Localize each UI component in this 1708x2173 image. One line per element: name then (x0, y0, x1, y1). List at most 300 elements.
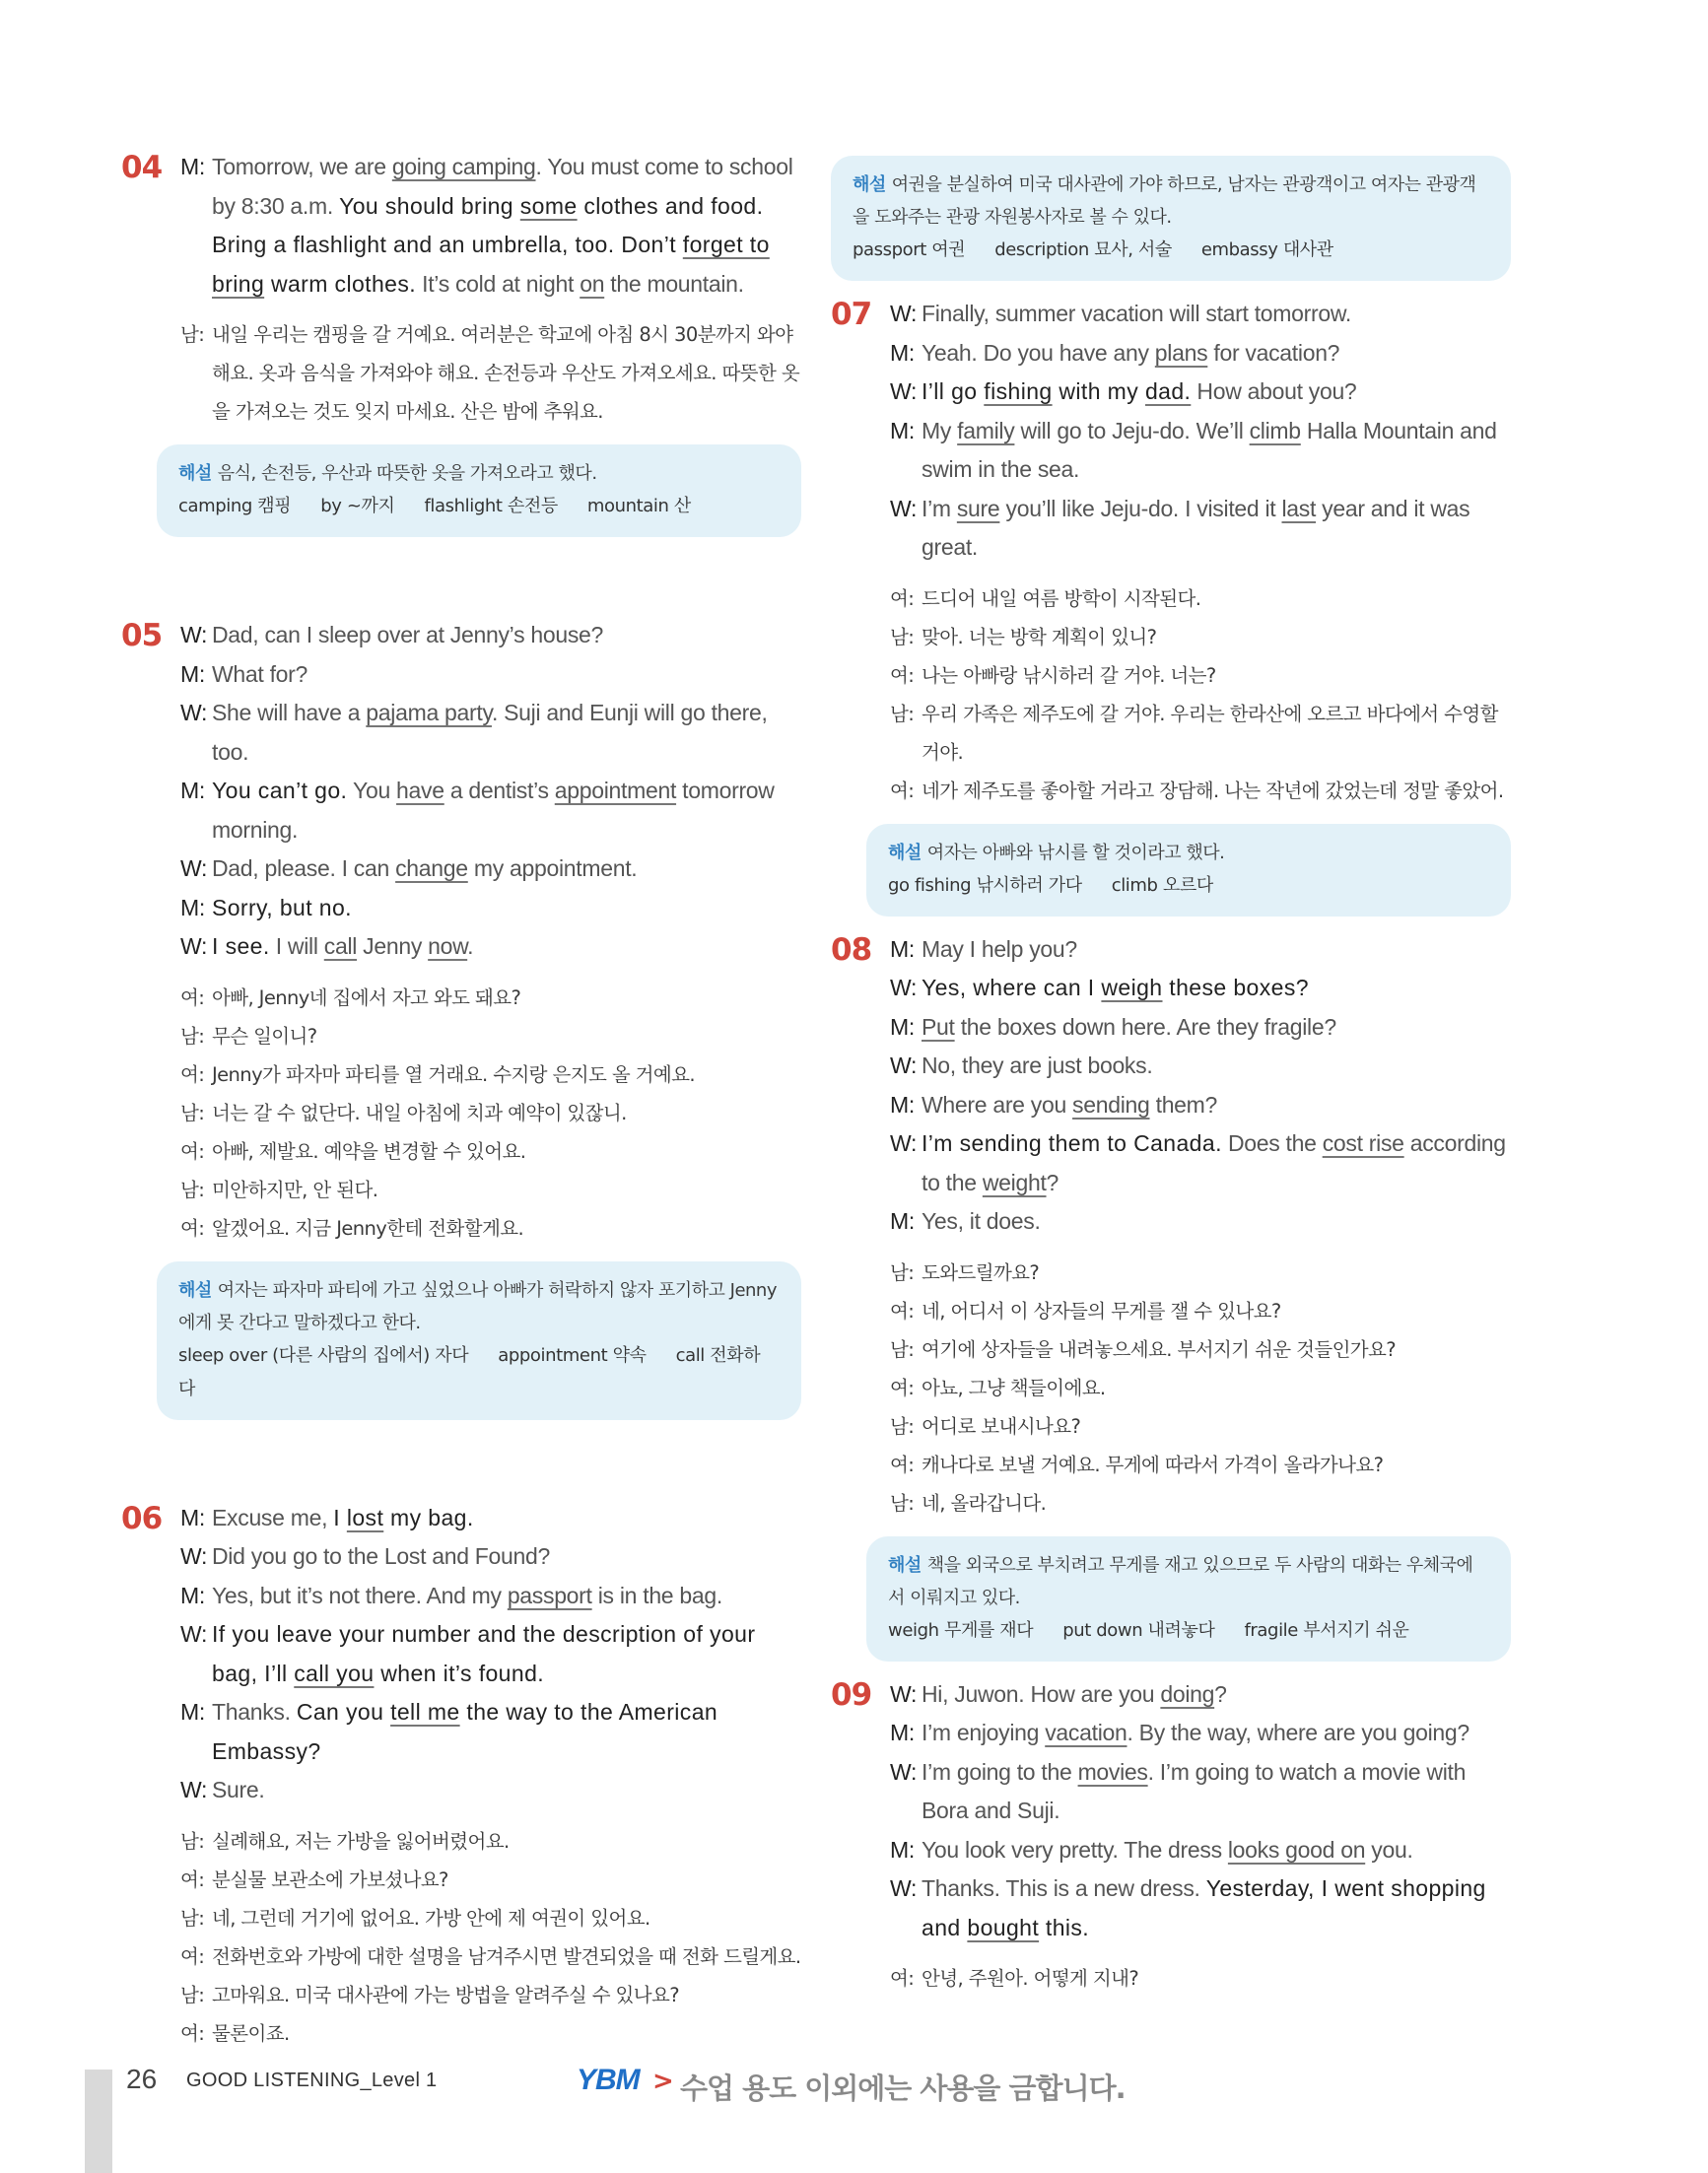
translation-line (180, 1976, 801, 2014)
speaker-label: M: (890, 935, 915, 962)
speaker-label: M: (890, 1836, 915, 1863)
underlined-blank: fishing (984, 378, 1053, 404)
translation-speaker: 여: (890, 779, 915, 802)
dialogue-text: I’m (922, 495, 957, 521)
underlined-blank: sending (1072, 1091, 1150, 1118)
speaker-label: W: (180, 855, 208, 881)
translation-text: 실례해요, 저는 가방을 잃어버렸어요. (212, 1829, 510, 1853)
speaker-label: W: (890, 1680, 918, 1707)
speaker-label: M: (890, 1208, 915, 1234)
translation-speaker: 남: (890, 625, 915, 648)
dialogue-line (890, 1124, 1511, 1202)
vocabulary-list (178, 490, 780, 523)
dialogue-line (180, 927, 801, 967)
dialogue-line (890, 1008, 1511, 1048)
vocabulary-item: weigh 무게를 재다 (888, 1619, 1034, 1641)
underlined-blank: movies (1077, 1758, 1148, 1785)
vocabulary-item: mountain 산 (586, 496, 691, 516)
explanation-text (888, 837, 1489, 869)
dialogue-line (890, 412, 1511, 490)
dialogue-line (180, 1499, 801, 1538)
dialogue-text: . Suji and Eunji will go there, too. (212, 700, 768, 765)
explanation-text (178, 457, 780, 490)
underlined-blank: some (519, 192, 578, 219)
translation-text: 너는 갈 수 없단다. 내일 아침에 치과 예약이 있잖니. (212, 1101, 627, 1124)
dialogue-text: for vacation? (1207, 339, 1340, 366)
translation-text: Jenny가 파자마 파티를 열 거래요. 수지랑 은지도 올 거예요. (212, 1062, 695, 1086)
translation-text: 고마워요. 미국 대사관에 가는 방법을 알려주실 수 있나요? (212, 1983, 679, 2006)
page-number: 26 (126, 2064, 158, 2094)
explanation-text (178, 1274, 780, 1339)
dialogue-text: You should bring (339, 192, 520, 219)
dialogue-line (890, 1869, 1511, 1947)
underlined-blank: bought (967, 1914, 1040, 1940)
speaker-label: M: (180, 154, 205, 179)
translation-line (180, 1094, 801, 1132)
explanation-label: 해설 (888, 1554, 922, 1576)
usage-notice: 수업 용도 이외에는 사용을 금합니다. (680, 2071, 1126, 2105)
explanation-box (157, 444, 801, 537)
underlined-blank: cost rise (1322, 1130, 1404, 1156)
dialogue-text: I’m going to the (922, 1758, 1078, 1785)
dialogue-line (180, 1771, 801, 1810)
question-08 (831, 930, 1511, 1662)
translation-text: 분실물 보관소에 가보셨나요? (212, 1867, 448, 1891)
translation-speaker: 여: (180, 1062, 205, 1086)
translation-text: 네, 올라갑니다. (922, 1491, 1047, 1515)
dialogue-text: My (922, 417, 958, 443)
underlined-blank: Put (922, 1013, 955, 1040)
korean-translation (890, 1959, 1511, 1998)
dialogue-line (890, 295, 1511, 334)
translation-line (890, 695, 1511, 772)
translation-text: 무슨 일이니? (212, 1024, 317, 1048)
dialogue-text: warm clothes. (264, 270, 417, 297)
translation-line (890, 1446, 1511, 1484)
explanation-text (853, 169, 1489, 234)
explanation-box (866, 824, 1511, 917)
dialogue-text: the mountain. (604, 270, 744, 297)
question-number: 06 (121, 1500, 163, 1536)
translation-text: 아뇨, 그냥 책들이에요. (922, 1376, 1106, 1399)
translation-speaker: 남: (180, 1906, 205, 1930)
dialogue-text: the boxes down here. Are they fragile? (954, 1013, 1336, 1040)
translation-speaker: 여: (890, 1299, 915, 1323)
speaker-label: M: (180, 778, 205, 803)
korean-translation (890, 1254, 1511, 1523)
dialogue-text: Halla Mountain and swim in the sea. (922, 417, 1497, 482)
question-09 (831, 1675, 1511, 1999)
underlined-blank: forget to bring (212, 232, 770, 297)
dialogue-text: Dad, please. I can (212, 855, 396, 881)
dialogue-line (890, 334, 1511, 373)
question-number: 07 (831, 297, 872, 332)
explanation-label: 해설 (178, 1279, 212, 1301)
vocabulary-item: camping 캠핑 (178, 496, 292, 516)
translation-speaker: 남: (890, 1337, 915, 1361)
dialogue-line (890, 969, 1511, 1008)
speaker-label: M: (890, 1720, 915, 1745)
left-column (121, 148, 801, 2132)
dialogue-line (890, 490, 1511, 568)
underlined-blank: weight (982, 1169, 1047, 1195)
translation-speaker: 남: (180, 323, 205, 346)
korean-translation (180, 1822, 801, 2053)
translation-speaker: 남: (890, 1491, 915, 1515)
dialogue-line (180, 1693, 801, 1771)
underlined-blank: dad. (1144, 378, 1192, 404)
question-06 (121, 1499, 801, 2053)
translation-line (180, 1055, 801, 1094)
vocabulary-list (853, 234, 1489, 267)
dialogue-line (180, 772, 801, 849)
dialogue-script (890, 295, 1511, 568)
translation-line (890, 1407, 1511, 1446)
speaker-label: M: (890, 339, 915, 366)
translation-text: 도와드릴까요? (922, 1260, 1040, 1284)
explanation-label: 해설 (853, 174, 886, 195)
dialogue-line (180, 655, 801, 695)
translation-text: 맞아. 너는 방학 계획이 있니? (922, 625, 1157, 648)
speaker-label: W: (890, 378, 918, 404)
vocabulary-item: by ~까지 (320, 496, 395, 516)
speaker-label: M: (180, 1582, 205, 1608)
dialogue-text: I will (269, 933, 324, 959)
translation-text: 미안하지만, 안 된다. (212, 1178, 378, 1201)
translation-text: 어디로 보내시나요? (922, 1414, 1081, 1438)
underlined-blank: on (580, 270, 605, 297)
vocabulary-item: climb 오르다 (1111, 874, 1213, 896)
dialogue-text: You can’t go. (212, 778, 348, 803)
translation-speaker: 여: (890, 1453, 915, 1476)
translation-speaker: 남: (890, 1260, 915, 1284)
dialogue-text: Did you go to the Lost and Found? (212, 1543, 551, 1569)
underlined-blank: call (323, 933, 358, 959)
dialogue-script (890, 930, 1511, 1242)
speaker-label: W: (180, 1777, 208, 1802)
underlined-blank: tell me (390, 1699, 460, 1725)
speaker-label: M: (180, 894, 205, 920)
speaker-label: W: (890, 495, 918, 521)
speaker-label: W: (180, 1621, 208, 1647)
dialogue-text: this. (1039, 1914, 1090, 1940)
dialogue-line (180, 148, 801, 304)
dialogue-text: Hi, Juwon. How are you (922, 1680, 1161, 1707)
underlined-blank: change (395, 855, 468, 881)
dialogue-text: I’ll go (922, 378, 985, 404)
translation-text: 우리 가족은 제주도에 갈 거야. 우리는 한라산에 오르고 바다에서 수영할 거야. (922, 702, 1498, 764)
dialogue-line (180, 849, 801, 889)
translation-line (180, 1209, 801, 1248)
dialogue-text: Does the (1221, 1130, 1323, 1156)
dialogue-script (180, 148, 801, 304)
dialogue-text: You look very pretty. The dress (922, 1836, 1228, 1863)
translation-speaker: 여: (890, 663, 915, 687)
dialogue-text: these boxes? (1162, 975, 1309, 1000)
speaker-label: W: (180, 622, 208, 647)
speaker-label: W: (890, 1130, 918, 1156)
speaker-label: M: (180, 660, 205, 687)
vocabulary-item: passport 여권 (853, 239, 966, 260)
underlined-blank: looks good on (1227, 1836, 1366, 1863)
underlined-blank: vacation (1045, 1720, 1127, 1745)
underlined-blank: have (396, 778, 444, 803)
question-number: 08 (831, 931, 872, 968)
dialogue-text: No, they are just books. (922, 1053, 1153, 1078)
dialogue-line (180, 1537, 801, 1577)
translation-text: 아빠, 제발요. 예약을 변경할 수 있어요. (212, 1139, 526, 1163)
translation-speaker: 남: (180, 1024, 205, 1048)
underlined-blank: call you (294, 1660, 375, 1686)
dialogue-text: ? (1214, 1680, 1227, 1707)
dialogue-text: . (467, 933, 474, 959)
question-06-note (831, 156, 1511, 281)
vocabulary-item: sleep over (다른 사람의 집에서) 자다 (178, 1344, 469, 1366)
dialogue-text: you’ll like Jeju-do. I visited it (999, 495, 1282, 521)
dialogue-text: Yeah. Do you have any (922, 339, 1155, 366)
translation-speaker: 여: (180, 1139, 205, 1163)
speaker-label: W: (180, 1543, 208, 1569)
translation-text: 전화번호와 가방에 대한 설명을 남겨주시면 발견되었을 때 전화 드릴게요. (212, 1944, 801, 1968)
speaker-label: M: (890, 1013, 915, 1040)
dialogue-text: Where are you (922, 1091, 1073, 1118)
dialogue-script (890, 1675, 1511, 1948)
footer-side-bar (85, 2070, 112, 2173)
underlined-blank: climb (1249, 417, 1301, 443)
translation-line (890, 618, 1511, 656)
translation-text: 캐나다로 보낼 거예요. 무게에 따라서 가격이 올라가나요? (922, 1453, 1384, 1476)
dialogue-line (890, 1714, 1511, 1753)
underlined-blank: going camping (391, 154, 536, 179)
translation-text: 네, 그런데 거기에 없어요. 가방 안에 제 여권이 있어요. (212, 1906, 650, 1930)
explanation-box (866, 1536, 1511, 1662)
translation-speaker: 여: (890, 1376, 915, 1399)
dialogue-line (890, 1202, 1511, 1242)
speaker-label: W: (890, 301, 918, 326)
dialogue-line (890, 1831, 1511, 1870)
speaker-label: W: (890, 975, 918, 1000)
dialogue-script (180, 1499, 801, 1810)
dialogue-text: Yesterday, I went shopping and (922, 1875, 1486, 1940)
vocabulary-item: description 묘사, 서술 (994, 239, 1172, 260)
translation-speaker: 여: (890, 586, 915, 610)
dialogue-line (890, 930, 1511, 970)
translation-speaker: 남: (180, 1178, 205, 1201)
translation-line (180, 979, 801, 1017)
dialogue-text: tomorrow morning. (212, 778, 775, 843)
translation-line (180, 1861, 801, 1899)
korean-translation (890, 579, 1511, 810)
vocabulary-item: embassy 대사관 (1200, 239, 1333, 260)
speaker-label: W: (180, 700, 208, 725)
book-title: GOOD LISTENING_Level 1 (186, 2070, 438, 2091)
underlined-blank: pajama party (366, 700, 492, 725)
translation-speaker: 남: (890, 702, 915, 725)
translation-line (180, 2014, 801, 2053)
right-column (831, 156, 1511, 2011)
dialogue-line (180, 1615, 801, 1693)
translation-speaker: 여: (180, 1216, 205, 1240)
dialogue-line (180, 616, 801, 655)
vocabulary-item: flashlight 손전등 (424, 496, 558, 516)
speaker-label: M: (180, 1504, 205, 1530)
dialogue-text: Sure. (212, 1777, 265, 1802)
translation-text: 네가 제주도를 좋아할 거라고 장담해. 나는 작년에 갔었는데 정말 좋았어. (922, 779, 1504, 802)
underlined-blank: plans (1154, 339, 1208, 366)
dialogue-text: Yes, but it’s not there. And my (212, 1582, 508, 1608)
translation-speaker: 여: (890, 1967, 915, 1990)
question-number: 04 (121, 150, 163, 185)
dialogue-text: will go to Jeju-do. We’ll (1014, 417, 1250, 443)
dialogue-script (180, 616, 801, 967)
question-04 (121, 148, 801, 537)
translation-text: 네, 어디서 이 상자들의 무게를 잴 수 있나요? (922, 1299, 1281, 1323)
underlined-blank: last (1281, 495, 1317, 521)
translation-line (180, 1017, 801, 1055)
translation-line (180, 1937, 801, 1976)
vocabulary-item: put down 내려놓다 (1062, 1619, 1215, 1641)
underlined-blank: lost (346, 1504, 384, 1530)
dialogue-text: You (347, 778, 397, 803)
dialogue-text: How about you? (1191, 378, 1357, 404)
explanation-box (831, 156, 1511, 281)
speaker-label: M: (890, 1091, 915, 1118)
translation-line (890, 656, 1511, 695)
dialogue-text: Thanks. (212, 1699, 297, 1725)
dialogue-text: What for? (212, 660, 308, 687)
underlined-blank: now (428, 933, 468, 959)
translation-text: 내일 우리는 캠핑을 갈 거예요. 여러분은 학교에 아침 8시 30분까지 와야 해요. 옷과 음식을 가져와야 해요. 손전등과 우산도 가져오세요. 따뜻한 옷을 가져오는 것도 잊지 마세요. 산은 밤에 추워요. (212, 323, 800, 423)
dialogue-text: I (333, 1504, 347, 1530)
translation-text: 드디어 내일 여름 방학이 시작된다. (922, 586, 1201, 610)
speaker-label: W: (890, 1758, 918, 1785)
translation-line (890, 1292, 1511, 1330)
translation-speaker: 여: (180, 2021, 205, 2045)
dialogue-text: Yes, it does. (922, 1208, 1041, 1234)
dialogue-text: according to the (922, 1130, 1506, 1195)
dialogue-text: Thanks. This is a new dress. (922, 1875, 1206, 1901)
dialogue-line (890, 1675, 1511, 1715)
dialogue-text: Sorry, but no. (212, 894, 352, 920)
translation-text: 알겠어요. 지금 Jenny한테 전화할게요. (212, 1216, 524, 1240)
dialogue-text: a dentist’s (444, 778, 555, 803)
translation-line (890, 1484, 1511, 1523)
korean-translation (180, 315, 801, 431)
dialogue-text: Dad, can I sleep over at Jenny’s house? (212, 622, 604, 647)
underlined-blank: family (957, 417, 1015, 443)
explanation-body: 여자는 파자마 파티에 가고 싶었으나 아빠가 허락하지 않자 포기하고 Jenny에게 못 간다고 말하겠다고 한다. (178, 1279, 777, 1333)
explanation-body: 여권을 분실하여 미국 대사관에 가야 하므로, 남자는 관광객이고 여자는 관광객을 도와주는 관광 자원봉사자로 볼 수 있다. (853, 174, 1476, 228)
translation-line (180, 315, 801, 431)
translation-line (890, 1369, 1511, 1407)
translation-speaker: 남: (180, 1101, 205, 1124)
explanation-label: 해설 (178, 463, 212, 484)
translation-speaker: 여: (180, 1944, 205, 1968)
dialogue-text: May I help you? (922, 935, 1077, 962)
speaker-label: M: (890, 417, 915, 443)
explanation-box (157, 1261, 801, 1420)
vocabulary-item: call 전화하다 (178, 1344, 761, 1399)
question-number: 09 (831, 1676, 872, 1713)
dialogue-line (890, 1047, 1511, 1086)
dialogue-line (890, 1753, 1511, 1831)
chevron-right-icon: > (652, 2067, 674, 2096)
translation-speaker: 남: (890, 1414, 915, 1438)
dialogue-text: clothes and food. Bring a flashlight and an umbrella, too. Don’t (212, 192, 764, 257)
translation-line (890, 579, 1511, 618)
vocabulary-item: fragile 부서지기 쉬운 (1244, 1619, 1409, 1641)
dialogue-text: the way to the American Embassy? (212, 1699, 718, 1764)
speaker-label: M: (180, 1699, 205, 1725)
translation-text: 물론이죠. (212, 2021, 290, 2045)
underlined-blank: sure (956, 495, 1000, 521)
dialogue-text: . You must come to school by 8:30 a.m. (212, 154, 793, 219)
dialogue-text: Yes, where can I (922, 975, 1102, 1000)
translation-line (180, 1132, 801, 1171)
dialogue-text: Finally, summer vacation will start tomorrow. (922, 301, 1351, 326)
vocabulary-list (888, 869, 1489, 903)
translation-line (890, 1254, 1511, 1292)
dialogue-text: If you leave your number and the description of your bag, I’ll (212, 1621, 756, 1686)
underlined-blank: passport (507, 1582, 592, 1608)
dialogue-line (180, 889, 801, 928)
translation-line (180, 1171, 801, 1209)
vocabulary-item: go fishing 낚시하러 가다 (888, 874, 1082, 896)
dialogue-text: I see. (212, 933, 270, 959)
dialogue-text: my bag. (383, 1504, 474, 1530)
dialogue-text: is in the bag. (591, 1582, 722, 1608)
korean-translation (180, 979, 801, 1248)
dialogue-text: year and it was great. (922, 495, 1470, 560)
dialogue-text: I’m sending them to Canada. (922, 1130, 1222, 1156)
ybm-logo: YBM (577, 2064, 640, 2096)
underlined-blank: appointment (554, 778, 677, 803)
dialogue-text: Excuse me, (212, 1504, 334, 1530)
dialogue-text: It’s cold at night (416, 270, 581, 297)
explanation-body: 음식, 손전등, 우산과 따뜻한 옷을 가져오라고 했다. (217, 463, 597, 484)
translation-text: 아빠, Jenny네 집에서 자고 와도 돼요? (212, 985, 521, 1009)
explanation-body: 여자는 아빠와 낚시를 할 것이라고 했다. (926, 842, 1225, 863)
question-number: 05 (121, 618, 163, 653)
translation-line (180, 1822, 801, 1861)
dialogue-text: with my (1052, 378, 1145, 404)
dialogue-line (180, 694, 801, 772)
dialogue-text: you. (1365, 1836, 1413, 1863)
translation-speaker: 여: (180, 1867, 205, 1891)
dialogue-text: my appointment. (467, 855, 638, 881)
speaker-label: W: (890, 1875, 918, 1901)
explanation-label: 해설 (888, 842, 922, 863)
translation-line (180, 1899, 801, 1937)
vocabulary-item: appointment 약속 (498, 1344, 647, 1366)
speaker-label: W: (180, 933, 208, 959)
translation-text: 나는 아빠랑 낚시하러 갈 거야. 너는? (922, 663, 1216, 687)
dialogue-text: Can you (296, 1699, 391, 1725)
explanation-body: 책을 외국으로 부치려고 무게를 재고 있으므로 두 사람의 대화는 우체국에서 이뤄지고 있다. (888, 1554, 1473, 1608)
translation-text: 여기에 상자들을 내려놓으세요. 부서지기 쉬운 것들인가요? (922, 1337, 1397, 1361)
dialogue-text: Tomorrow, we are (212, 154, 392, 179)
translation-line (890, 1330, 1511, 1369)
underlined-blank: weigh (1101, 975, 1163, 1000)
dialogue-text: . I’m going to watch a movie with Bora and Suji. (922, 1758, 1467, 1823)
dialogue-line (180, 1577, 801, 1616)
dialogue-text: ? (1046, 1169, 1059, 1195)
dialogue-text: Jenny (357, 933, 429, 959)
translation-line (890, 1959, 1511, 1998)
question-05 (121, 616, 801, 1420)
dialogue-text: She will have a (212, 700, 367, 725)
explanation-text (888, 1549, 1489, 1614)
